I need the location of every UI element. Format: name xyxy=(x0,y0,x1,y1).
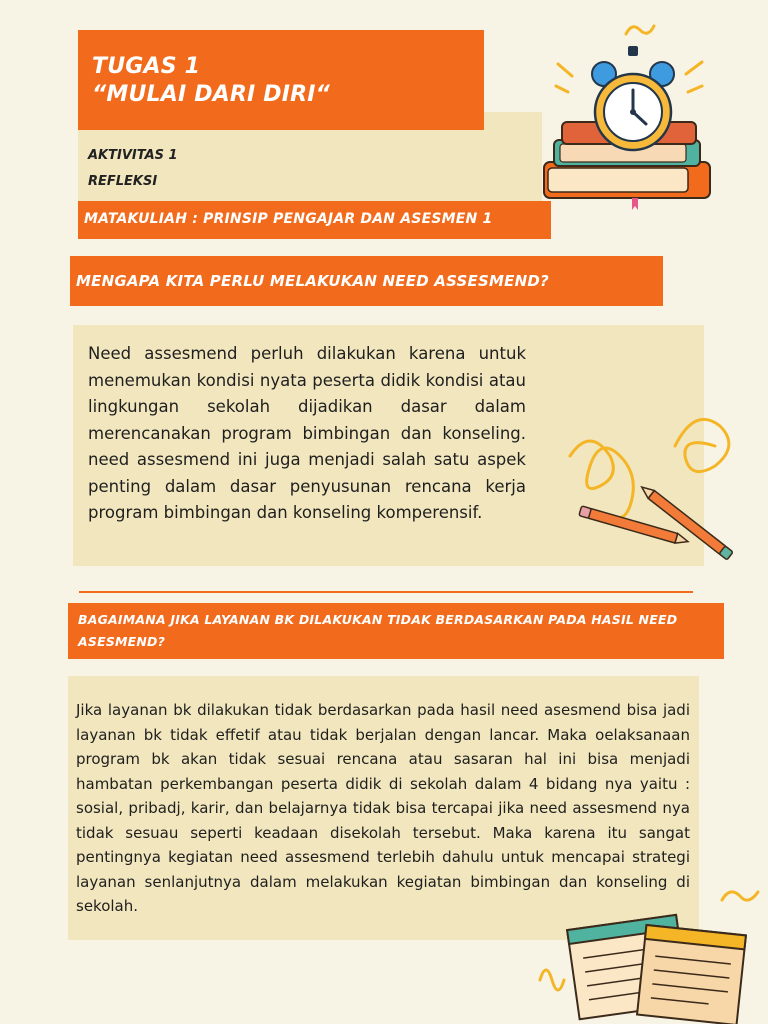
question-2-banner xyxy=(68,603,724,659)
page-subtitle: “MULAI DARI DIRI“ xyxy=(92,82,331,107)
pencils-icon xyxy=(540,396,750,566)
title-banner xyxy=(78,30,484,130)
question-1: MENGAPA KITA PERLU MELAKUKAN NEED ASSESMEND? xyxy=(76,272,549,290)
alarm-clock-books-icon xyxy=(538,12,718,212)
reflection-label: REFLEKSI xyxy=(88,174,158,189)
question-1-banner xyxy=(70,256,663,306)
paper-notes-icon xyxy=(532,880,762,1024)
section-divider xyxy=(79,591,693,593)
course-banner xyxy=(78,201,551,239)
answer-2-text: Jika layanan bk dilakukan tidak berdasarkan pada hasil need asesmend bisa jadi layanan bk tidak effetif atau tidak berjalan dengan lancar. Maka oelaksanaan program bk akan tidak sesuai rencana atau sasaran hal ini bisa menjadi hambatan perkembangan peserta didik di sekolah dalam 4 bidang nya yaitu : sosial, pribadj, karir, dan belajarnya tidak bisa tercapai jika need assesmend nya tidak sesuau seperti keadaan disekolah tersebut. Maka karena itu sangat pentingnya kegiatan need assesmend terlebih dahulu untuk mencapai strategi layanan senlanjutnya dalam melakukan kegiatan bimbingan dan konseling di sekolah. xyxy=(76,701,690,915)
answer-1-text: Need assesmend perluh dilakukan karena untuk menemukan kondisi nyata peserta didik kondisi atau lingkungan sekolah dijadikan dasar dalam merencanakan program bimbingan dan konseling. need assesmend ini juga menjadi salah satu aspek penting dalam dasar penyusunan rencana kerja program bimbingan dan konseling komperensif. xyxy=(88,344,526,522)
course-label: MATAKULIAH : PRINSIP PENGAJAR DAN ASESMEN 1 xyxy=(84,211,493,227)
activity-label: AKTIVITAS 1 xyxy=(88,148,178,163)
page-title: TUGAS 1 xyxy=(92,54,201,79)
question-2: BAGAIMANA JIKA LAYANAN BK DILAKUKAN TIDAK BERDASARKAN PADA HASIL NEED ASESMEND? xyxy=(78,612,678,649)
